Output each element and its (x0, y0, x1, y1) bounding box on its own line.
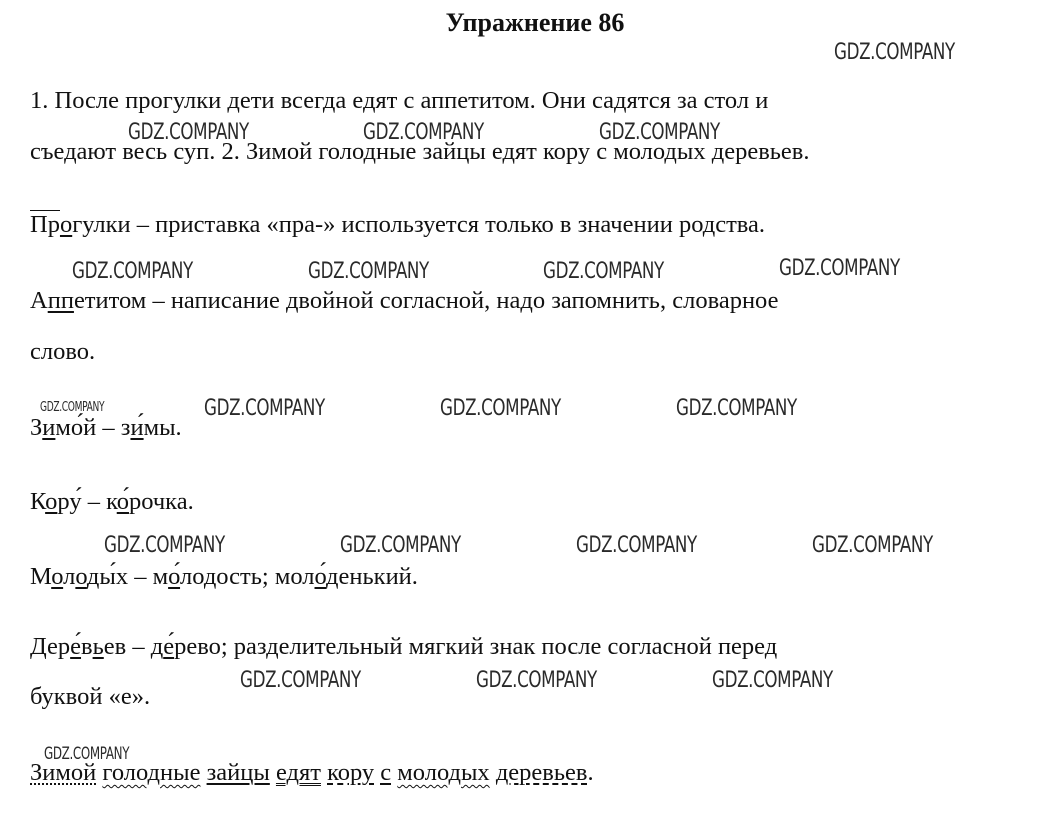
watermark: GDZ.COMPANY (72, 259, 193, 284)
analysis-zimoy (30, 413, 182, 443)
analysis-derevev-cont: буквой «е». (30, 683, 151, 710)
word-part: м (55, 414, 71, 441)
prefix-mark: Пр (30, 211, 60, 238)
parse-circumstance: Зимой (30, 759, 97, 786)
analysis-molodyh (30, 562, 418, 592)
word-part: ев – д (103, 633, 164, 660)
vowel-mark: о (75, 563, 87, 590)
watermark: GDZ.COMPANY (440, 396, 561, 421)
word-rest: гулки (72, 211, 131, 238)
analysis-appetitom (30, 286, 778, 316)
vowel-mark: о (45, 488, 58, 515)
analysis-note: – приставка «пра-» используется только в значении родства. (130, 211, 766, 238)
watermark: GDZ.COMPANY (676, 396, 797, 421)
sentence-line-1: 1. После прогулки дети всегда едят с аппетитом. Они садятся за стол и (30, 87, 769, 114)
vowel-mark: о (51, 563, 64, 590)
word-part: мы. (143, 414, 182, 441)
word-part: денький. (326, 563, 418, 590)
vowel-mark: о ́ (315, 563, 327, 590)
word-part: – к (81, 488, 117, 515)
stress-mark: ы ́ (99, 563, 115, 590)
analysis-progulki (30, 210, 765, 240)
word-part: д (86, 563, 100, 590)
word-part: З (30, 414, 43, 441)
watermark: GDZ.COMPANY (240, 668, 361, 693)
watermark: GDZ.COMPANY (340, 533, 461, 558)
analysis-koru (30, 487, 194, 517)
analysis-appetitom-cont: слово. (30, 338, 96, 365)
parse-object: кору (327, 759, 375, 786)
vowel-mark: о ́ (117, 488, 129, 515)
parse-object-2: деревьев (495, 759, 588, 786)
watermark: GDZ.COMPANY (599, 120, 720, 145)
watermark: GDZ.COMPANY (476, 668, 597, 693)
word-rest: етитом (73, 287, 147, 314)
word-part: К (30, 488, 46, 515)
watermark: GDZ.COMPANY (812, 533, 933, 558)
vowel-mark: о (59, 211, 73, 238)
parse-attribute: голодные (102, 759, 201, 786)
stress-mark: у ́ (69, 488, 81, 515)
word-part: А (30, 287, 48, 314)
exercise-title: Упражнение 86 (445, 8, 625, 37)
word-part: й – з (83, 414, 131, 441)
analysis-derevev (30, 632, 777, 662)
watermark: GDZ.COMPANY (308, 259, 429, 284)
watermark: GDZ.COMPANY (363, 120, 484, 145)
vowel-mark: и ́ (130, 414, 143, 441)
parse-subject: зайцы (206, 759, 270, 786)
double-consonant-mark: пп (47, 287, 74, 314)
word-part: лодость; мол (180, 563, 315, 590)
parse-attribute-2: молодых (397, 759, 490, 786)
watermark: GDZ.COMPANY (40, 400, 105, 415)
vowel-mark: е ́ (70, 633, 81, 660)
vowel-mark: о ́ (168, 563, 180, 590)
watermark: GDZ.COMPANY (576, 533, 697, 558)
word-part: рево; разделительный мягкий знак после согласной перед (174, 633, 778, 660)
word-part: Дер (30, 633, 71, 660)
word-part: рочка. (128, 488, 194, 515)
watermark: GDZ.COMPANY (779, 256, 900, 281)
word-part: в (81, 633, 93, 660)
parse-period: . (587, 759, 594, 786)
sentence-line-2: съедают весь суп. 2. Зимой голодные зайцы едят кору с молодых деревьев. (30, 138, 810, 165)
parse-preposition: с (380, 759, 392, 786)
watermark: GDZ.COMPANY (712, 668, 833, 693)
stress-mark: о ́ (71, 414, 83, 441)
analysis-note: – написание двойной согласной, надо запомнить, словарное (146, 287, 779, 314)
watermark: GDZ.COMPANY (104, 533, 225, 558)
vowel-mark: е ́ (163, 633, 174, 660)
watermark: GDZ.COMPANY (204, 396, 325, 421)
soft-sign-mark: ь (92, 633, 104, 660)
vowel-mark: и (42, 414, 56, 441)
watermark: GDZ.COMPANY (128, 120, 249, 145)
watermark: GDZ.COMPANY (44, 744, 130, 764)
parse-predicate: едят (275, 759, 321, 786)
watermark: GDZ.COMPANY (834, 40, 955, 65)
watermark: GDZ.COMPANY (543, 259, 664, 284)
word-part: л (63, 563, 76, 590)
word-part: х – м (115, 563, 169, 590)
word-part: р (57, 488, 70, 515)
word-part: М (30, 563, 52, 590)
